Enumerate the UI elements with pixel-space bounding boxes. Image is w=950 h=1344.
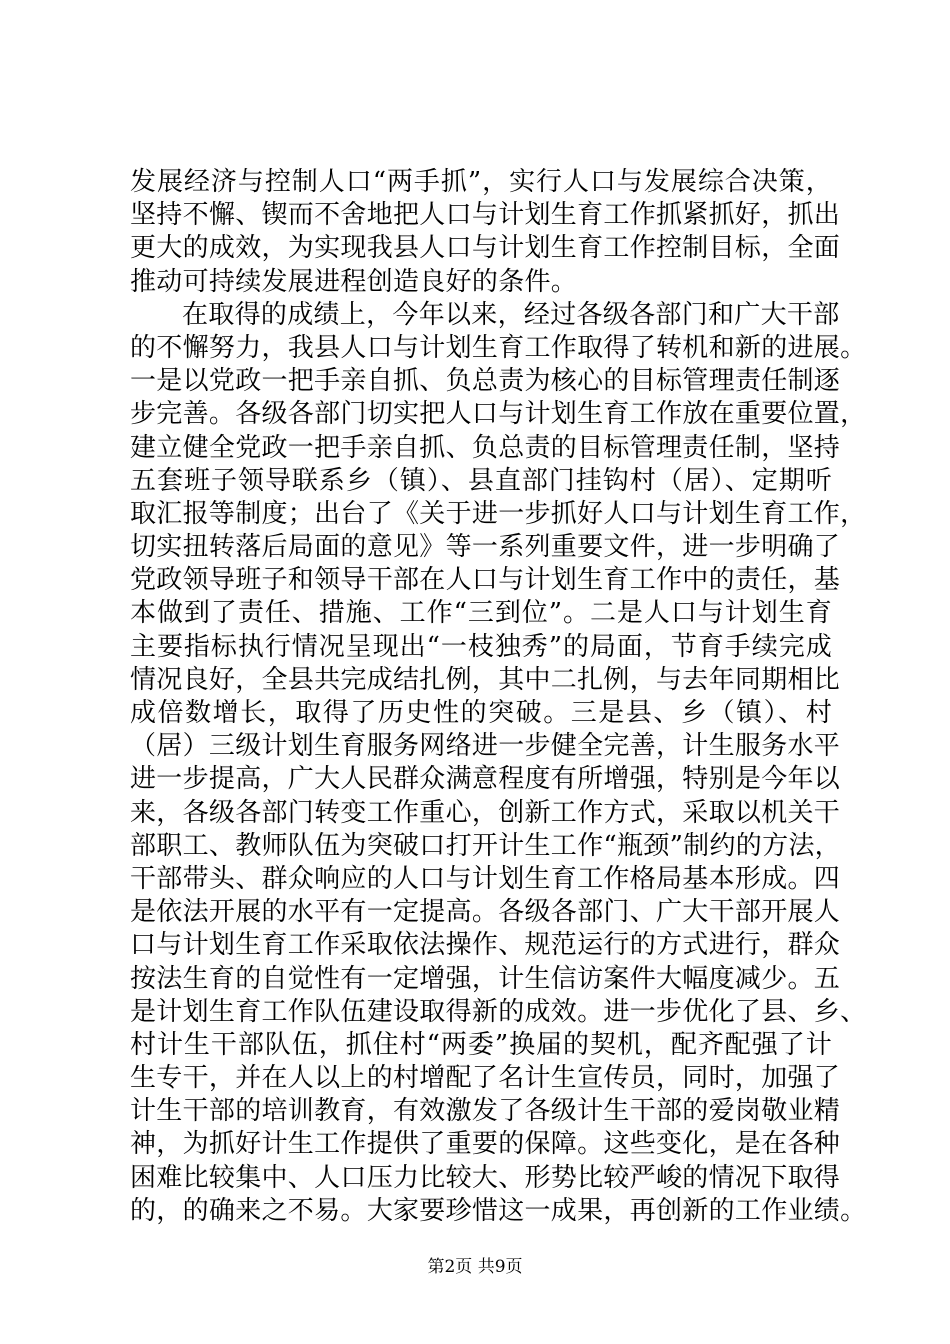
page-number: 第2页 共9页 bbox=[427, 1257, 523, 1277]
text-line: 部职工、教师队伍为突破口打开计生工作“瓶颈”制约的方法， bbox=[130, 830, 841, 861]
text-line: 生专干，并在人以上的村增配了名计生宣传员，同时，加强了 bbox=[130, 1063, 841, 1094]
text-line: 推动可持续发展进程创造良好的条件。 bbox=[130, 266, 578, 297]
text-line: 进一步提高，广大人民群众满意程度有所增强，特别是今年以 bbox=[130, 764, 841, 795]
paragraph-2 bbox=[130, 299, 867, 1228]
text-line: 取汇报等制度；出台了《关于进一步抓好人口与计划生育工作， bbox=[130, 498, 867, 529]
text-line: 的，的确来之不易。大家要珍惜这一成果，再创新的工作业绩。 bbox=[130, 1195, 867, 1226]
text-line: 五套班子领导联系乡（镇）、县直部门挂钩村（居）、定期听 bbox=[130, 465, 832, 496]
text-line: 的不懈努力，我县人口与计划生育工作取得了转机和新的进展。 bbox=[130, 332, 867, 363]
text-line: 更大的成效，为实现我县人口与计划生育工作控制目标，全面 bbox=[130, 233, 841, 264]
text-line: 干部带头、群众响应的人口与计划生育工作格局基本形成。四 bbox=[130, 863, 841, 894]
text-line: 按法生育的自觉性有一定增强，计生信访案件大幅度减少。五 bbox=[130, 963, 841, 994]
text-line: 主要指标执行情况呈现出“一枝独秀”的局面，节育手续完成 bbox=[130, 631, 832, 662]
paragraph-1 bbox=[130, 166, 841, 299]
text-line: 步完善。各级各部门切实把人口与计划生育工作放在重要位置， bbox=[130, 399, 867, 430]
text-line: 村计生干部队伍，抓住村“两委”换届的契机，配齐配强了计 bbox=[130, 1029, 832, 1060]
text-line: 计生干部的培训教育，有效激发了各级计生干部的爱岗敬业精 bbox=[130, 1096, 841, 1127]
text-line: 建立健全党政一把手亲自抓、负总责的目标管理责任制，坚持 bbox=[130, 432, 841, 463]
text-line: 是计划生育工作队伍建设取得新的成效。进一步优化了县、乡、 bbox=[130, 996, 867, 1027]
text-line: 坚持不懈、锲而不舍地把人口与计划生育工作抓紧抓好，抓出 bbox=[130, 200, 841, 231]
text-line: 本做到了责任、措施、工作“三到位”。二是人口与计划生育 bbox=[130, 598, 832, 629]
text-line: 来，各级各部门转变工作重心，创新工作方式，采取以机关干 bbox=[130, 797, 841, 828]
text-line: 是依法开展的水平有一定提高。各级各部门、广大干部开展人 bbox=[130, 897, 841, 928]
page-footer bbox=[0, 1256, 950, 1278]
text-line: （居）三级计划生育服务网络进一步健全完善，计生服务水平 bbox=[130, 731, 841, 762]
text-line: 在取得的成绩上，今年以来，经过各级各部门和广大干部 bbox=[182, 299, 840, 330]
document-body bbox=[130, 166, 867, 1228]
text-line: 发展经济与控制人口“两手抓”，实行人口与发展综合决策， bbox=[130, 167, 832, 197]
text-line: 切实扭转落后局面的意见》等一系列重要文件，进一步明确了 bbox=[130, 532, 841, 563]
text-line: 情况良好，全县共完成结扎例，其中二扎例，与去年同期相比 bbox=[130, 664, 841, 695]
text-line: 一是以党政一把手亲自抓、负总责为核心的目标管理责任制逐 bbox=[130, 366, 841, 397]
text-line: 成倍数增长，取得了历史性的突破。三是县、乡（镇）、村 bbox=[130, 698, 832, 728]
text-line: 口与计划生育工作采取依法操作、规范运行的方式进行，群众 bbox=[130, 930, 841, 961]
text-line: 神，为抓好计生工作提供了重要的保障。这些变化，是在各种 bbox=[130, 1129, 841, 1160]
text-line: 困难比较集中、人口压力比较大、形势比较严峻的情况下取得 bbox=[130, 1162, 841, 1193]
text-line: 党政领导班子和领导干部在人口与计划生育工作中的责任，基 bbox=[130, 565, 841, 596]
